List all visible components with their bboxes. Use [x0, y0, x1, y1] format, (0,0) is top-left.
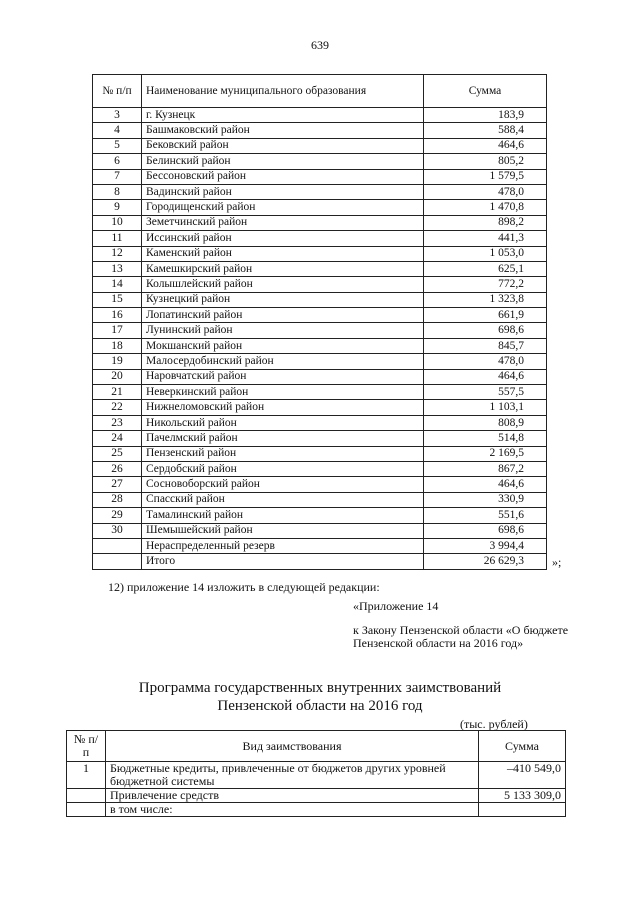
- row-sum: 1 323,8: [424, 292, 547, 307]
- row-sum: 3 994,4: [424, 538, 547, 553]
- row-number: 17: [93, 323, 142, 338]
- row-sum: 478,0: [424, 354, 547, 369]
- table-row: [93, 446, 547, 461]
- row-sum: 698,6: [424, 323, 547, 338]
- row-name: Мокшанский район: [142, 338, 424, 353]
- row-name: Городищенский район: [142, 200, 424, 215]
- table-row: [93, 292, 547, 307]
- row-sum: 464,6: [424, 477, 547, 492]
- row-name: Сердобский район: [142, 461, 424, 476]
- page-number: 639: [311, 38, 329, 52]
- table-row: [93, 385, 547, 400]
- table-row: [93, 554, 547, 569]
- table-row: [93, 400, 547, 415]
- row-number: 12: [93, 246, 142, 261]
- row-sum: 867,2: [424, 461, 547, 476]
- row-name: Малосердобинский район: [142, 354, 424, 369]
- table-row: [93, 123, 547, 138]
- table-row: [93, 369, 547, 384]
- row-number: 24: [93, 431, 142, 446]
- table-row: [67, 789, 566, 803]
- column-header-sum: Сумма: [479, 731, 566, 762]
- row-sum: 1 103,1: [424, 400, 547, 415]
- row-name: Каменский район: [142, 246, 424, 261]
- borrowing-program-table: [66, 730, 566, 817]
- row-sum: 845,7: [424, 338, 547, 353]
- table-row: [93, 169, 547, 184]
- table-row: [67, 762, 566, 789]
- row-name: Пензенский район: [142, 446, 424, 461]
- column-header-sum: Сумма: [424, 75, 547, 108]
- row-name: Башмаковский район: [142, 123, 424, 138]
- table-row: [93, 277, 547, 292]
- row-sum: 183,9: [424, 108, 547, 123]
- units-note: (тыс. рублей): [460, 717, 528, 731]
- row-name: Спасский район: [142, 492, 424, 507]
- row-sum: 464,6: [424, 138, 547, 153]
- row-number: 28: [93, 492, 142, 507]
- row-sum: 772,2: [424, 277, 547, 292]
- table-row: [93, 184, 547, 199]
- item-12-text: 12) приложение 14 изложить в следующей редакции:: [108, 580, 380, 594]
- row-number: 15: [93, 292, 142, 307]
- row-number: 3: [93, 108, 142, 123]
- table-row: [93, 200, 547, 215]
- row-number: 23: [93, 415, 142, 430]
- row-number: 30: [93, 523, 142, 538]
- column-header-name: Наименование муниципального образования: [142, 75, 424, 108]
- row-name: Наровчатский район: [142, 369, 424, 384]
- table-header-row: [67, 731, 566, 762]
- annex-subheading: к Закону Пензенской области «О бюджете Пензенской области на 2016 год»: [353, 623, 569, 650]
- row-sum: 330,9: [424, 492, 547, 507]
- row-name: Шемышейский район: [142, 523, 424, 538]
- row-sum: 464,6: [424, 369, 547, 384]
- table-row: [93, 431, 547, 446]
- row-number: 7: [93, 169, 142, 184]
- row-name: Лунинский район: [142, 323, 424, 338]
- row-name: Привлечение средств: [106, 789, 479, 803]
- table-row: [93, 508, 547, 523]
- row-sum: 898,2: [424, 215, 547, 230]
- row-name: Бессоновский район: [142, 169, 424, 184]
- row-number: 29: [93, 508, 142, 523]
- row-number: 10: [93, 215, 142, 230]
- row-name: в том числе:: [106, 803, 479, 817]
- annex-heading: «Приложение 14: [353, 599, 439, 613]
- row-number: 5: [93, 138, 142, 153]
- row-sum: 478,0: [424, 184, 547, 199]
- table-row: [93, 492, 547, 507]
- table-row: [93, 215, 547, 230]
- table-row: [93, 323, 547, 338]
- table-row: [93, 154, 547, 169]
- row-sum: 588,4: [424, 123, 547, 138]
- row-sum: 1 470,8: [424, 200, 547, 215]
- row-number: [67, 803, 106, 817]
- table-row: [93, 461, 547, 476]
- table-header-row: [93, 75, 547, 108]
- table-row: [67, 803, 566, 817]
- row-sum: 808,9: [424, 415, 547, 430]
- row-number: 9: [93, 200, 142, 215]
- row-number: 16: [93, 308, 142, 323]
- row-sum: 26 629,3: [424, 554, 547, 569]
- row-sum: 1 053,0: [424, 246, 547, 261]
- table-row: [93, 108, 547, 123]
- row-sum: 698,6: [424, 523, 547, 538]
- row-name: Белинский район: [142, 154, 424, 169]
- row-name: Сосновоборский район: [142, 477, 424, 492]
- row-number: 20: [93, 369, 142, 384]
- row-name: Нижнеломовский район: [142, 400, 424, 415]
- municipal-distribution-table: [92, 74, 547, 570]
- table-row: [93, 415, 547, 430]
- table-row: [93, 523, 547, 538]
- row-sum: 557,5: [424, 385, 547, 400]
- row-sum: 1 579,5: [424, 169, 547, 184]
- column-header-type: Вид заимствования: [106, 731, 479, 762]
- row-sum: 514,8: [424, 431, 547, 446]
- row-name: Тамалинский район: [142, 508, 424, 523]
- row-name: Земетчинский район: [142, 215, 424, 230]
- row-name: Вадинский район: [142, 184, 424, 199]
- row-name: Никольский район: [142, 415, 424, 430]
- row-sum: 5 133 309,0: [479, 789, 566, 803]
- row-number: 8: [93, 184, 142, 199]
- program-title-line-2: Пензенской области на 2016 год: [217, 698, 423, 714]
- row-number: 27: [93, 477, 142, 492]
- row-sum: 625,1: [424, 261, 547, 276]
- row-name: г. Кузнецк: [142, 108, 424, 123]
- table-row: [93, 477, 547, 492]
- table-row: [93, 138, 547, 153]
- row-number: 19: [93, 354, 142, 369]
- row-sum: 661,9: [424, 308, 547, 323]
- row-name: Лопатинский район: [142, 308, 424, 323]
- row-name: Нераспределенный резерв: [142, 538, 424, 553]
- row-number: 13: [93, 261, 142, 276]
- row-name: Неверкинский район: [142, 385, 424, 400]
- row-number: 22: [93, 400, 142, 415]
- row-name: Кузнецкий район: [142, 292, 424, 307]
- row-number: [67, 789, 106, 803]
- row-number: 6: [93, 154, 142, 169]
- row-number: 4: [93, 123, 142, 138]
- column-header-number: № п/п: [67, 731, 106, 762]
- row-name: Бюджетные кредиты, привлеченные от бюджетов других уровней бюджетной системы: [106, 762, 479, 789]
- table-row: [93, 261, 547, 276]
- closing-quote-mark: »;: [552, 555, 562, 569]
- row-sum: 551,6: [424, 508, 547, 523]
- table-row: [93, 308, 547, 323]
- row-sum: 441,3: [424, 231, 547, 246]
- row-number: 25: [93, 446, 142, 461]
- table-row: [93, 338, 547, 353]
- program-title: [0, 679, 640, 715]
- program-title-line-1: Программа государственных внутренних заимствований: [138, 680, 502, 696]
- row-name: Итого: [142, 554, 424, 569]
- row-sum: 805,2: [424, 154, 547, 169]
- row-name: Иссинский район: [142, 231, 424, 246]
- table-row: [93, 231, 547, 246]
- row-name: Колышлейский район: [142, 277, 424, 292]
- row-name: Камешкирский район: [142, 261, 424, 276]
- row-number: [93, 538, 142, 553]
- row-number: 21: [93, 385, 142, 400]
- row-number: 11: [93, 231, 142, 246]
- row-number: 14: [93, 277, 142, 292]
- table-row: [93, 538, 547, 553]
- row-number: [93, 554, 142, 569]
- row-sum: [479, 803, 566, 817]
- column-header-number: № п/п: [93, 75, 142, 108]
- row-sum: 2 169,5: [424, 446, 547, 461]
- table-row: [93, 246, 547, 261]
- row-name: Пачелмский район: [142, 431, 424, 446]
- row-number: 1: [67, 762, 106, 789]
- row-name: Бековский район: [142, 138, 424, 153]
- row-sum: –410 549,0: [479, 762, 566, 789]
- row-number: 18: [93, 338, 142, 353]
- row-number: 26: [93, 461, 142, 476]
- table-row: [93, 354, 547, 369]
